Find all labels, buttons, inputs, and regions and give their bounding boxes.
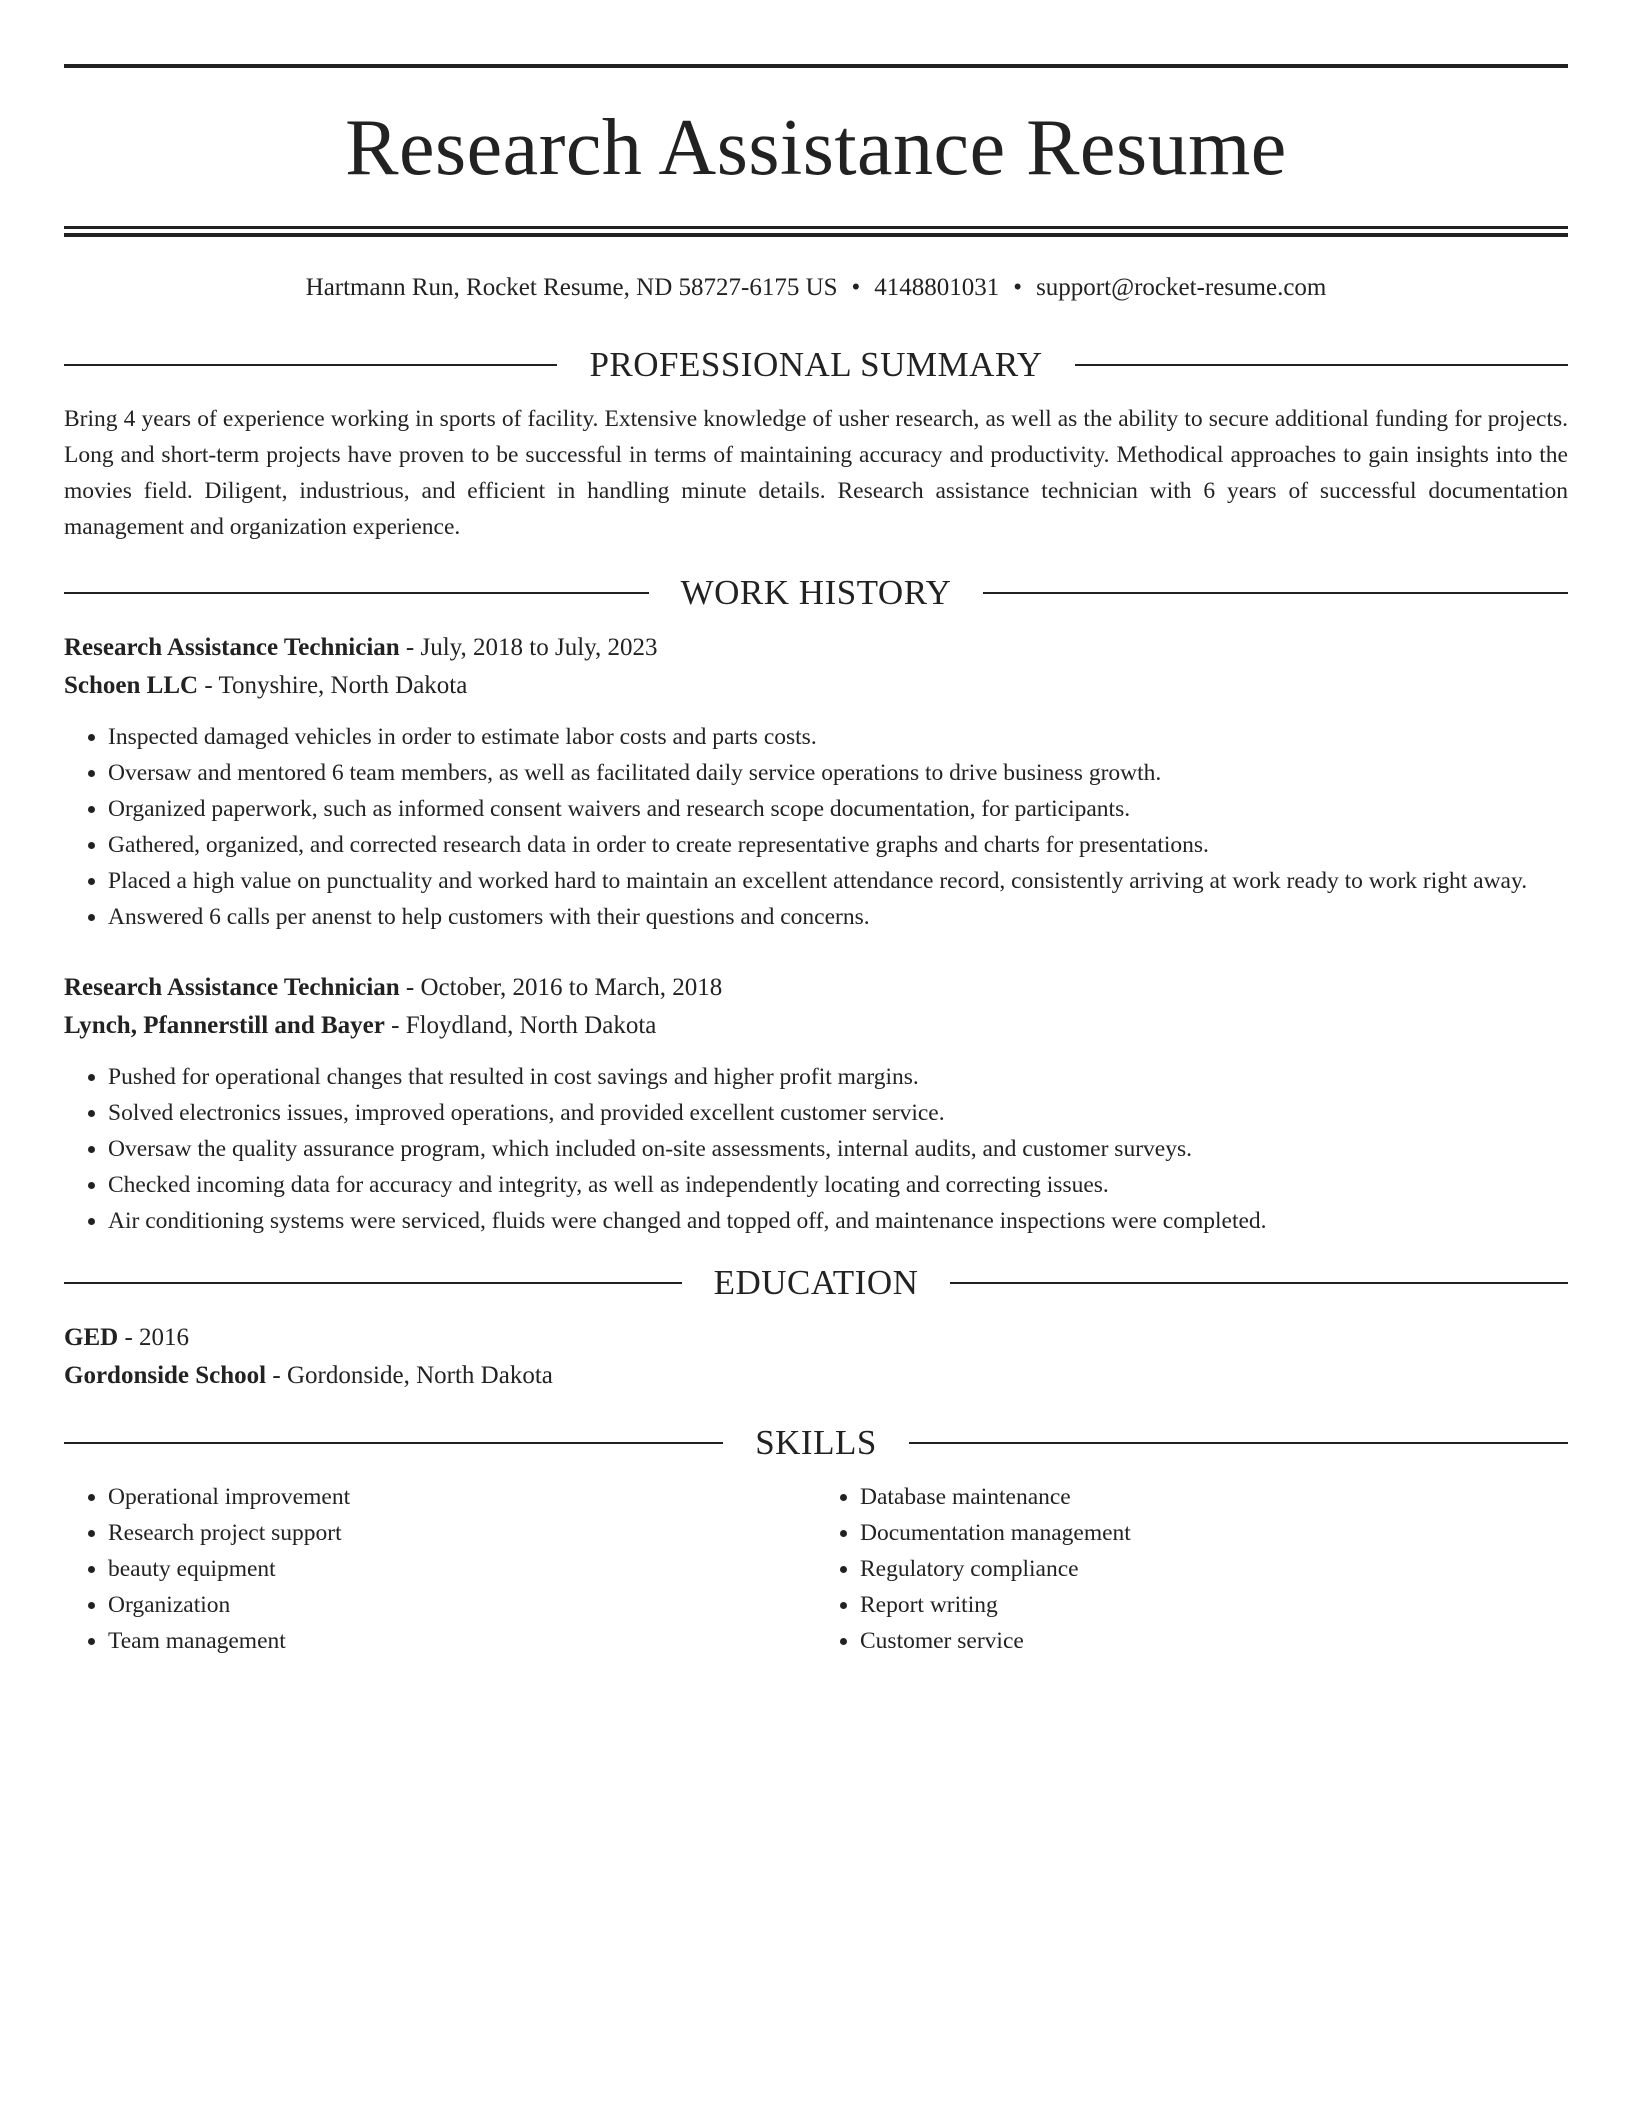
summary-text: Bring 4 years of experience working in sports of facility. Extensive knowledge of usher research, as well as the ability to secure additional funding for projects. Long and short-term projects have proven to be successful in terms of maintaining accuracy and productivity. Methodical approaches to gain insights into the movies field. Diligent, industrious, and efficient in handling minute details. Research assistance technician with 6 years of successful documentation management and organization experience. [64, 406, 1568, 540]
top-rule [64, 64, 1568, 68]
contact-email[interactable]: support@rocket-resume.com [1036, 274, 1327, 301]
resume-page [64, 64, 1568, 1659]
job-bullet: • Solved electronics issues, improved operations, and provided excellent customer service. [108, 1095, 1568, 1131]
skills-columns [64, 1479, 1568, 1659]
job-bullet: • Gathered, organized, and corrected research data in order to create representative graphs and charts for presentations. [108, 827, 1568, 863]
job-bullet: • Organized paperwork, such as informed consent waivers and research scope documentation, for participants. [108, 791, 1568, 827]
job-bullet-list [64, 1059, 1568, 1239]
skill-item: • beauty equipment [108, 1551, 816, 1587]
contact-separator: • [1013, 274, 1023, 301]
section-title: SKILLS [755, 1423, 877, 1462]
job-title-line [64, 969, 1568, 1007]
section-heading-education [64, 1261, 1568, 1305]
dash: - [266, 1362, 287, 1389]
skill-item: • Regulatory compliance [860, 1551, 1568, 1587]
skill-item: • Operational improvement [108, 1479, 816, 1515]
work-history-list [64, 629, 1568, 1239]
job-dates: July, 2018 to July, 2023 [420, 634, 658, 661]
job-bullet: • Inspected damaged vehicles in order to estimate labor costs and parts costs. [108, 719, 1568, 755]
title-double-rule [64, 226, 1568, 237]
job-bullet: • Placed a high value on punctuality and worked hard to maintain an excellent attendance record, consistently arriving at work ready to work right away. [108, 863, 1568, 899]
heading-rule [64, 364, 557, 366]
dash: - [198, 672, 219, 699]
heading-rule [950, 1282, 1568, 1284]
job-entry [64, 629, 1568, 935]
dash: - [384, 1012, 406, 1039]
skills-list-right [816, 1479, 1568, 1659]
education-degree: GED [64, 1324, 119, 1351]
job-dates: October, 2016 to March, 2018 [420, 974, 723, 1001]
section-heading-summary [64, 343, 1568, 387]
job-title: Research Assistance Technician [64, 974, 400, 1001]
section-title: PROFESSIONAL SUMMARY [589, 345, 1043, 384]
education-year: 2016 [139, 1324, 190, 1351]
section-heading-work-history [64, 571, 1568, 615]
education-school: Gordonside School [64, 1362, 267, 1389]
education-degree-line [64, 1319, 1568, 1357]
skill-item: • Customer service [860, 1623, 1568, 1659]
dash: - [399, 634, 421, 661]
skill-item: • Report writing [860, 1587, 1568, 1623]
job-company-line [64, 1007, 1568, 1045]
skill-item: • Team management [108, 1623, 816, 1659]
job-entry [64, 969, 1568, 1239]
skills-list-left [64, 1479, 816, 1659]
job-bullet: • Checked incoming data for accuracy and integrity, as well as independently locating and correcting issues. [108, 1167, 1568, 1203]
skill-item: • Organization [108, 1587, 816, 1623]
contact-line [64, 271, 1568, 305]
heading-rule [64, 1442, 723, 1444]
job-company: Schoen LLC [64, 672, 199, 699]
job-title-line [64, 629, 1568, 667]
job-bullet: • Answered 6 calls per anenst to help customers with their questions and concerns. [108, 899, 1568, 935]
section-title: EDUCATION [713, 1263, 919, 1302]
job-company-line [64, 667, 1568, 705]
heading-rule [983, 592, 1568, 594]
skill-item: • Documentation management [860, 1515, 1568, 1551]
job-bullet-list [64, 719, 1568, 935]
skill-item: • Database maintenance [860, 1479, 1568, 1515]
dash: - [399, 974, 421, 1001]
heading-rule [64, 592, 649, 594]
job-location: Floydland, North Dakota [405, 1012, 657, 1039]
contact-phone[interactable]: 4148801031 [874, 274, 1000, 301]
dash: - [118, 1324, 140, 1351]
heading-rule [909, 1442, 1568, 1444]
job-bullet: • Oversaw and mentored 6 team members, as well as facilitated daily service operations to drive business growth. [108, 755, 1568, 791]
job-location: Tonyshire, North Dakota [218, 672, 468, 699]
contact-separator: • [851, 274, 861, 301]
contact-address: Hartmann Run, Rocket Resume, ND 58727-6175 US [305, 274, 838, 301]
resume-title: Research Assistance Resume [345, 104, 1287, 192]
job-title: Research Assistance Technician [64, 634, 400, 661]
skill-item: • Research project support [108, 1515, 816, 1551]
heading-rule [64, 1282, 682, 1284]
job-company: Lynch, Pfannerstill and Bayer [64, 1012, 385, 1039]
education-location: Gordonside, North Dakota [286, 1362, 553, 1389]
job-bullet: • Pushed for operational changes that resulted in cost savings and higher profit margins. [108, 1059, 1568, 1095]
section-title: WORK HISTORY [680, 573, 952, 612]
education-entry [64, 1319, 1568, 1395]
education-school-line [64, 1357, 1568, 1395]
job-bullet: • Oversaw the quality assurance program, which included on-site assessments, internal audits, and customer surveys. [108, 1131, 1568, 1167]
job-bullet: • Air conditioning systems were serviced, fluids were changed and topped off, and maintenance inspections were completed. [108, 1203, 1568, 1239]
section-heading-skills [64, 1421, 1568, 1465]
heading-rule [1075, 364, 1568, 366]
